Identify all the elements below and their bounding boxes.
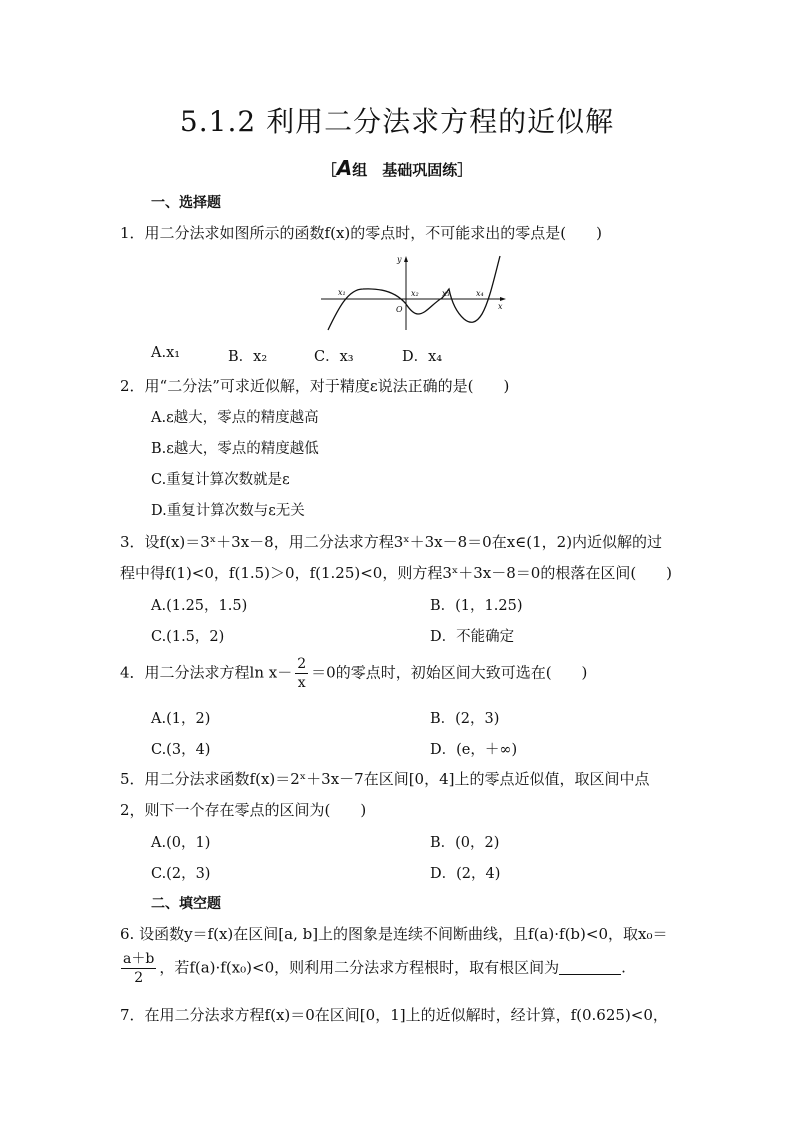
q2-option-b: B.ε越大，零点的精度越低: [151, 441, 319, 457]
label-x4: x₄: [476, 289, 484, 298]
y-axis-arrow: [404, 256, 408, 262]
x-axis-arrow: [500, 297, 506, 301]
q1-option-b: B．x₂: [228, 349, 268, 365]
q2-option-d: D.重复计算次数与ε无关: [151, 503, 305, 519]
group-heading: [0, 156, 794, 180]
q4-stem: [120, 655, 587, 692]
answer-blank[interactable]: [559, 960, 621, 975]
q4-option-a: A.(1，2): [151, 711, 211, 727]
group-letter: A: [336, 156, 353, 180]
label-y-axis: y: [397, 255, 402, 264]
q6-line2-end: .: [621, 958, 626, 977]
q1-stem: 1．用二分法求如图所示的函数f(x)的零点时，不可能求出的零点是( ): [120, 224, 602, 242]
label-x-axis: x: [498, 302, 503, 311]
q3-option-a: A.(1.25，1.5): [151, 598, 248, 614]
q5-stem-line1: 5．用二分法求函数f(x)＝2ˣ＋3x－7在区间[0，4]上的零点近似值，取区间中点: [120, 770, 650, 788]
q5-option-c: C.(2，3): [151, 866, 211, 882]
q4-frac-num: 2: [297, 656, 307, 672]
q3-option-b: B．(1，1.25): [430, 598, 523, 614]
q3-option-d: D．不能确定: [430, 629, 515, 645]
label-x1: x₁: [338, 288, 346, 297]
bracket-close: ］: [457, 161, 473, 179]
q4-option-b: B．(2，3): [430, 711, 500, 727]
q3-option-c: C.(1.5，2): [151, 629, 225, 645]
label-x3: x₃: [442, 289, 450, 298]
group-label: 组 基础巩固练: [352, 161, 458, 179]
page-title: 5.1.2 利用二分法求方程的近似解: [179, 105, 615, 138]
q4-suffix: ＝0的零点时，初始区间大致可选在( ): [311, 663, 588, 682]
q6-stem-line2: [118, 950, 626, 987]
q6-frac-den: 2: [134, 970, 144, 986]
q4-prefix: 4．用二分法求方程ln x－: [120, 663, 293, 682]
q2-option-c: C.重复计算次数就是ε: [151, 472, 290, 488]
q2-option-a: A.ε越大，零点的精度越高: [151, 410, 319, 426]
q5-option-d: D．(2，4): [430, 866, 501, 882]
q7-stem-line1: 7．在用二分法求方程f(x)＝0在区间[0，1]上的近似解时，经计算，f(0.625)<0，: [120, 1006, 668, 1024]
q5-stem-line2: 2，则下一个存在零点的区间为( ): [120, 801, 367, 819]
q1-option-d: D．x₄: [402, 349, 443, 365]
label-origin: O: [396, 305, 403, 314]
bracket-open: ［: [321, 161, 337, 179]
q2-stem: 2．用“二分法”可求近似解，对于精度ε说法正确的是( ): [120, 377, 510, 395]
label-x2: x₂: [411, 289, 419, 298]
q5-option-b: B．(0，2): [430, 835, 500, 851]
section-fill: 二、填空题: [151, 896, 221, 912]
q4-option-d: D．(e，＋∞): [430, 742, 518, 758]
section-choice: 一、选择题: [151, 195, 221, 211]
q1-option-c: C．x₃: [314, 349, 354, 365]
q1-option-a: A.x₁: [151, 345, 181, 361]
q6-line2-text: ，若f(a)·f(x₀)<0，则利用二分法求方程根时，取有根区间为: [159, 958, 560, 977]
q4-option-c: C.(3，4): [151, 742, 211, 758]
q3-stem-line1: 3．设f(x)＝3ˣ＋3x－8，用二分法求方程3ˣ＋3x－8＝0在x∈(1，2)内近似解的过: [120, 533, 663, 551]
q5-option-a: A.(0，1): [151, 835, 211, 851]
q6-fraction: [121, 950, 156, 987]
q4-frac-den: x: [297, 675, 306, 691]
q6-stem-line1: 6. 设函数y＝f(x)在区间[a, b]上的图象是连续不间断曲线，且f(a)·f(b)<0，取x₀＝: [120, 925, 668, 943]
q6-frac-num: a＋b: [123, 951, 155, 967]
q4-fraction: [295, 655, 308, 692]
function-graph: [318, 254, 510, 334]
q3-stem-line2: 程中得f(1)<0，f(1.5)＞0，f(1.25)<0，则方程3ˣ＋3x－8＝0的根落在区间( ): [120, 564, 673, 582]
